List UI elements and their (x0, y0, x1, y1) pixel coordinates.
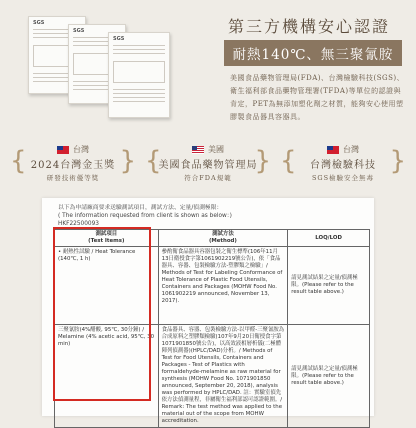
badge-taiwan-award (8, 142, 138, 188)
test-items-table (54, 229, 370, 428)
badge-region: 台灣 (73, 145, 89, 154)
report-intro (58, 204, 232, 228)
sgs-logo: SGS (33, 20, 45, 26)
test-report (42, 198, 374, 424)
badge-region: 美國 (208, 145, 224, 154)
loq-cell: 請見測試結果之定量/偵測極限。(Please refer to the result table above.) (288, 247, 370, 325)
laurel-right-icon: } (119, 146, 136, 176)
certificate-page-3 (108, 32, 170, 118)
taiwan-flag-icon (57, 146, 69, 154)
badge-fda (143, 142, 273, 188)
badge-region: 台灣 (343, 145, 359, 154)
heat-tolerance-banner: 耐熱140℃、無三聚氰胺 (224, 40, 402, 66)
test-item-cell: • 耐熱性試驗 / Heat Tolerance (140℃, 1 h) (55, 247, 159, 325)
report-number: HKF22500093 (58, 221, 99, 227)
page-title: 第三方機構安心認證 (228, 17, 391, 36)
laurel-right-icon: } (254, 146, 271, 176)
test-item-cell: 三聚氰胺(4%醋酸, 95℃, 30分鐘) / Melamine (4% acetic acid, 95℃, 30 min) (55, 325, 159, 428)
table-header-row (55, 230, 370, 247)
loq-cell: 請見測試結果之定量/偵測極限。(Please refer to the result table above.) (288, 325, 370, 428)
badge-title: 2024台灣金玉獎 (30, 160, 116, 171)
header-section (0, 0, 416, 140)
intro-line-2: ( The information requested from client is shown as below：) (58, 213, 232, 219)
laurel-left-icon: { (145, 146, 162, 176)
method-cell: 參酌衛食品器具容器包裝之衛生標準(106年11月13日衛授食字第1061902219號公告)，依「食品器具、容器、包裝檢驗方法-塑膠類之檢驗」/ Methods of Test for Labeling Conformance of Heat Tolerance of Plastic Food Utensils, Containers and Packages (MOHW Food No. 1061902219 announced, November 13, 2017). (158, 247, 288, 325)
laurel-left-icon: { (280, 146, 297, 176)
badge-title: 台灣檢驗科技 (310, 160, 376, 171)
header-method: 測試方法 (Method) (158, 230, 288, 247)
certification-description: 美國食品藥物管理局(FDA)、台灣檢驗科技(SGS)、衛生福利部食品藥物管理署(TFDA)等單位的認證與肯定，PET為無添加塑化劑之材質，能夠安心使用塑膠製食品器具容器具。 (230, 74, 405, 121)
intro-line-1: 以下為申請廠商要求送驗測試項目，測試方法、定量/偵測極限： (58, 205, 223, 211)
header-test-items: 測試項目 (Test Items) (55, 230, 159, 247)
table-row (55, 325, 370, 428)
certificate-documents-image (28, 10, 178, 130)
table-row (55, 247, 370, 325)
laurel-right-icon: } (389, 146, 406, 176)
badge-subtitle: SGS檢驗安全無毒 (311, 174, 375, 182)
laurel-left-icon: { (10, 146, 27, 176)
sgs-logo: SGS (73, 28, 85, 34)
badge-title: 美國食品藥物管理局 (158, 160, 258, 171)
method-cell: 食品器具、容器、包裝檢驗方法-以甲醛-三聚氰胺為合成原料之塑膠類檢驗(107年9月20日衛授食字第1071901850號公告)，以高效液相層析儀(二極體陣列偵測器)(HPLC/DAD)分析。/ Methods of Test for Food Utensils, Containers and Packages - Test of Plastics with formaldehyde-melamine as raw material for synthesis (MOHW Food No. 1071901850 announced, September 20, 2018), analysis was performed by HPLC/DAD. 註：實驗室偵先依方法偵測量程，非屬衛生福利部認可認證範圍。/ Remark: The test method was applied to the material out of the scope from MOHW accreditation. (158, 325, 288, 428)
badge-subtitle: 研發技術優等獎 (46, 174, 100, 182)
header-loq-lod: LOQ/LOD (288, 230, 370, 247)
taiwan-flag-icon (327, 146, 339, 154)
award-badges (0, 142, 416, 188)
badge-subtitle: 符合FDA規範 (184, 174, 232, 182)
badge-sgs (278, 142, 408, 188)
sgs-logo: SGS (113, 36, 125, 42)
usa-flag-icon (192, 146, 204, 154)
